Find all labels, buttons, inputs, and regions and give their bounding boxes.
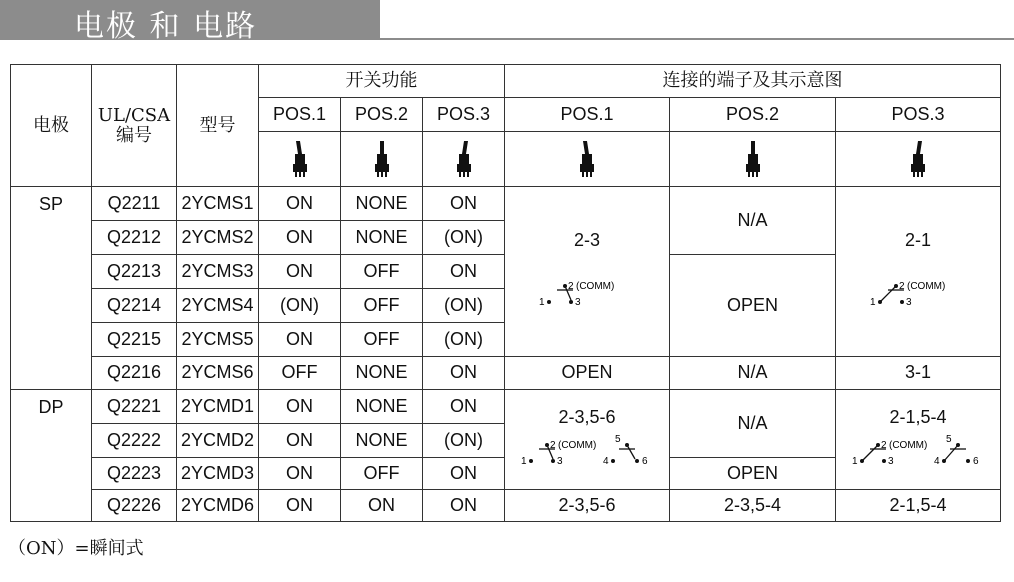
conn-pos2: 2-3,5-4 <box>670 490 836 522</box>
toggle-center-icon <box>341 132 423 187</box>
model-number: 2YCMD6 <box>177 490 259 522</box>
svg-text:(COMM): (COMM) <box>558 440 597 452</box>
conn-pos1: 2-3,5-6 <box>505 490 670 522</box>
func-pos2: OFF <box>341 323 423 357</box>
header-func-pos1: POS.1 <box>259 98 341 132</box>
model-number: 2YCMD3 <box>177 458 259 490</box>
header-row-1 <box>11 65 1001 98</box>
ul-number: Q2215 <box>92 323 177 357</box>
ul-number: Q2223 <box>92 458 177 490</box>
func-pos3: (ON) <box>423 221 505 255</box>
title-bar <box>0 0 380 44</box>
model-number: 2YCMS6 <box>177 357 259 390</box>
spdt-pos3-schematic-icon <box>868 272 968 312</box>
header-func-pos2: POS.2 <box>341 98 423 132</box>
sp-pos1-connection <box>505 187 670 357</box>
dp-pos3-label: 2-1,5-4 <box>889 406 947 427</box>
svg-text:6: 6 <box>973 456 979 468</box>
toggle-right-icon <box>423 132 505 187</box>
ul-number: Q2216 <box>92 357 177 390</box>
header-connection: 连接的端子及其示意图 <box>505 65 1001 98</box>
func-pos1: OFF <box>259 357 341 390</box>
svg-text:6: 6 <box>642 456 648 468</box>
svg-text:3: 3 <box>888 456 894 468</box>
func-pos1: ON <box>259 390 341 424</box>
toggle-center-icon <box>670 132 836 187</box>
svg-text:5: 5 <box>615 434 621 446</box>
spec-table <box>10 64 1001 522</box>
model-number: 2YCMS3 <box>177 255 259 289</box>
ul-number: Q2221 <box>92 390 177 424</box>
svg-text:3: 3 <box>575 297 581 309</box>
func-pos3: ON <box>423 357 505 390</box>
func-pos2: ON <box>341 490 423 522</box>
header-conn-pos3: POS.3 <box>836 98 1001 132</box>
svg-text:1: 1 <box>852 456 858 468</box>
func-pos3: (ON) <box>423 323 505 357</box>
group-dp: DP <box>11 390 92 522</box>
dpdt-pos3-schematic-icon <box>848 431 988 471</box>
model-number: 2YCMS5 <box>177 323 259 357</box>
ul-number: Q2211 <box>92 187 177 221</box>
momentary-footnote: （ON）=瞬间式 <box>8 538 144 559</box>
svg-text:1: 1 <box>539 297 545 309</box>
func-pos3: ON <box>423 490 505 522</box>
svg-text:4: 4 <box>934 456 940 468</box>
dp-pos2-open: OPEN <box>670 458 836 490</box>
dp-pos1-label: 2-3,5-6 <box>558 406 616 427</box>
sp-pos2-connection: N/A <box>670 187 836 255</box>
table-row <box>11 490 1001 522</box>
header-ul-csa-line1: UL/CSA <box>97 104 171 126</box>
sp-pos2-open: OPEN <box>670 255 836 357</box>
model-number: 2YCMS1 <box>177 187 259 221</box>
func-pos2: OFF <box>341 458 423 490</box>
header-model: 型号 <box>177 65 259 187</box>
svg-text:5: 5 <box>946 434 952 446</box>
func-pos3: (ON) <box>423 289 505 323</box>
svg-text:1: 1 <box>870 297 876 309</box>
func-pos3: ON <box>423 187 505 221</box>
func-pos1: ON <box>259 187 341 221</box>
title-underline <box>380 38 1014 40</box>
func-pos1: (ON) <box>259 289 341 323</box>
table-row <box>11 357 1001 390</box>
svg-text:2: 2 <box>881 440 887 452</box>
header-conn-pos1: POS.1 <box>505 98 670 132</box>
model-number: 2YCMD1 <box>177 390 259 424</box>
func-pos2: NONE <box>341 424 423 458</box>
header-function: 开关功能 <box>259 65 505 98</box>
ul-number: Q2212 <box>92 221 177 255</box>
header-poles: 电极 <box>11 65 92 187</box>
header-conn-pos2: POS.2 <box>670 98 836 132</box>
svg-text:(COMM): (COMM) <box>576 281 615 293</box>
model-number: 2YCMS2 <box>177 221 259 255</box>
svg-text:2: 2 <box>568 281 574 293</box>
sp-pos3-label: 2-1 <box>905 229 932 250</box>
svg-text:2: 2 <box>550 440 556 452</box>
model-number: 2YCMD2 <box>177 424 259 458</box>
func-pos2: OFF <box>341 289 423 323</box>
func-pos1: ON <box>259 323 341 357</box>
svg-text:3: 3 <box>906 297 912 309</box>
conn-pos3: 2-1,5-4 <box>836 490 1001 522</box>
func-pos2: NONE <box>341 221 423 255</box>
dp-pos1-connection <box>505 390 670 490</box>
svg-text:(COMM): (COMM) <box>889 440 928 452</box>
sp-pos1-label: 2-3 <box>574 229 601 250</box>
svg-text:3: 3 <box>557 456 563 468</box>
func-pos3: ON <box>423 390 505 424</box>
func-pos1: ON <box>259 255 341 289</box>
svg-text:(COMM): (COMM) <box>907 281 946 293</box>
dp-pos2-connection: N/A <box>670 390 836 458</box>
svg-text:4: 4 <box>603 456 609 468</box>
func-pos3: ON <box>423 458 505 490</box>
func-pos1: ON <box>259 424 341 458</box>
conn-pos3: 3-1 <box>836 357 1001 390</box>
func-pos1: ON <box>259 221 341 255</box>
header-ul-csa <box>92 65 177 187</box>
func-pos1: ON <box>259 490 341 522</box>
svg-text:2: 2 <box>899 281 905 293</box>
func-pos3: ON <box>423 255 505 289</box>
ul-number: Q2213 <box>92 255 177 289</box>
dp-pos3-connection <box>836 390 1001 490</box>
func-pos1: ON <box>259 458 341 490</box>
header-ul-csa-line2: 编号 <box>116 124 152 146</box>
toggle-right-icon <box>836 132 1001 187</box>
func-pos2: NONE <box>341 390 423 424</box>
func-pos3: (ON) <box>423 424 505 458</box>
spdt-pos1-schematic-icon <box>537 272 637 312</box>
toggle-left-icon <box>505 132 670 187</box>
table-row <box>11 187 1001 221</box>
sp-pos3-connection <box>836 187 1001 357</box>
dpdt-pos1-schematic-icon <box>517 431 657 471</box>
table-row <box>11 390 1001 424</box>
func-pos2: OFF <box>341 255 423 289</box>
func-pos2: NONE <box>341 357 423 390</box>
conn-pos2: N/A <box>670 357 836 390</box>
ul-number: Q2222 <box>92 424 177 458</box>
func-pos2: NONE <box>341 187 423 221</box>
ul-number: Q2214 <box>92 289 177 323</box>
svg-text:1: 1 <box>521 456 527 468</box>
group-sp: SP <box>11 187 92 390</box>
header-func-pos3: POS.3 <box>423 98 505 132</box>
page-title: 电极 和 电路 <box>74 9 258 44</box>
conn-pos1: OPEN <box>505 357 670 390</box>
model-number: 2YCMS4 <box>177 289 259 323</box>
ul-number: Q2226 <box>92 490 177 522</box>
toggle-left-icon <box>259 132 341 187</box>
